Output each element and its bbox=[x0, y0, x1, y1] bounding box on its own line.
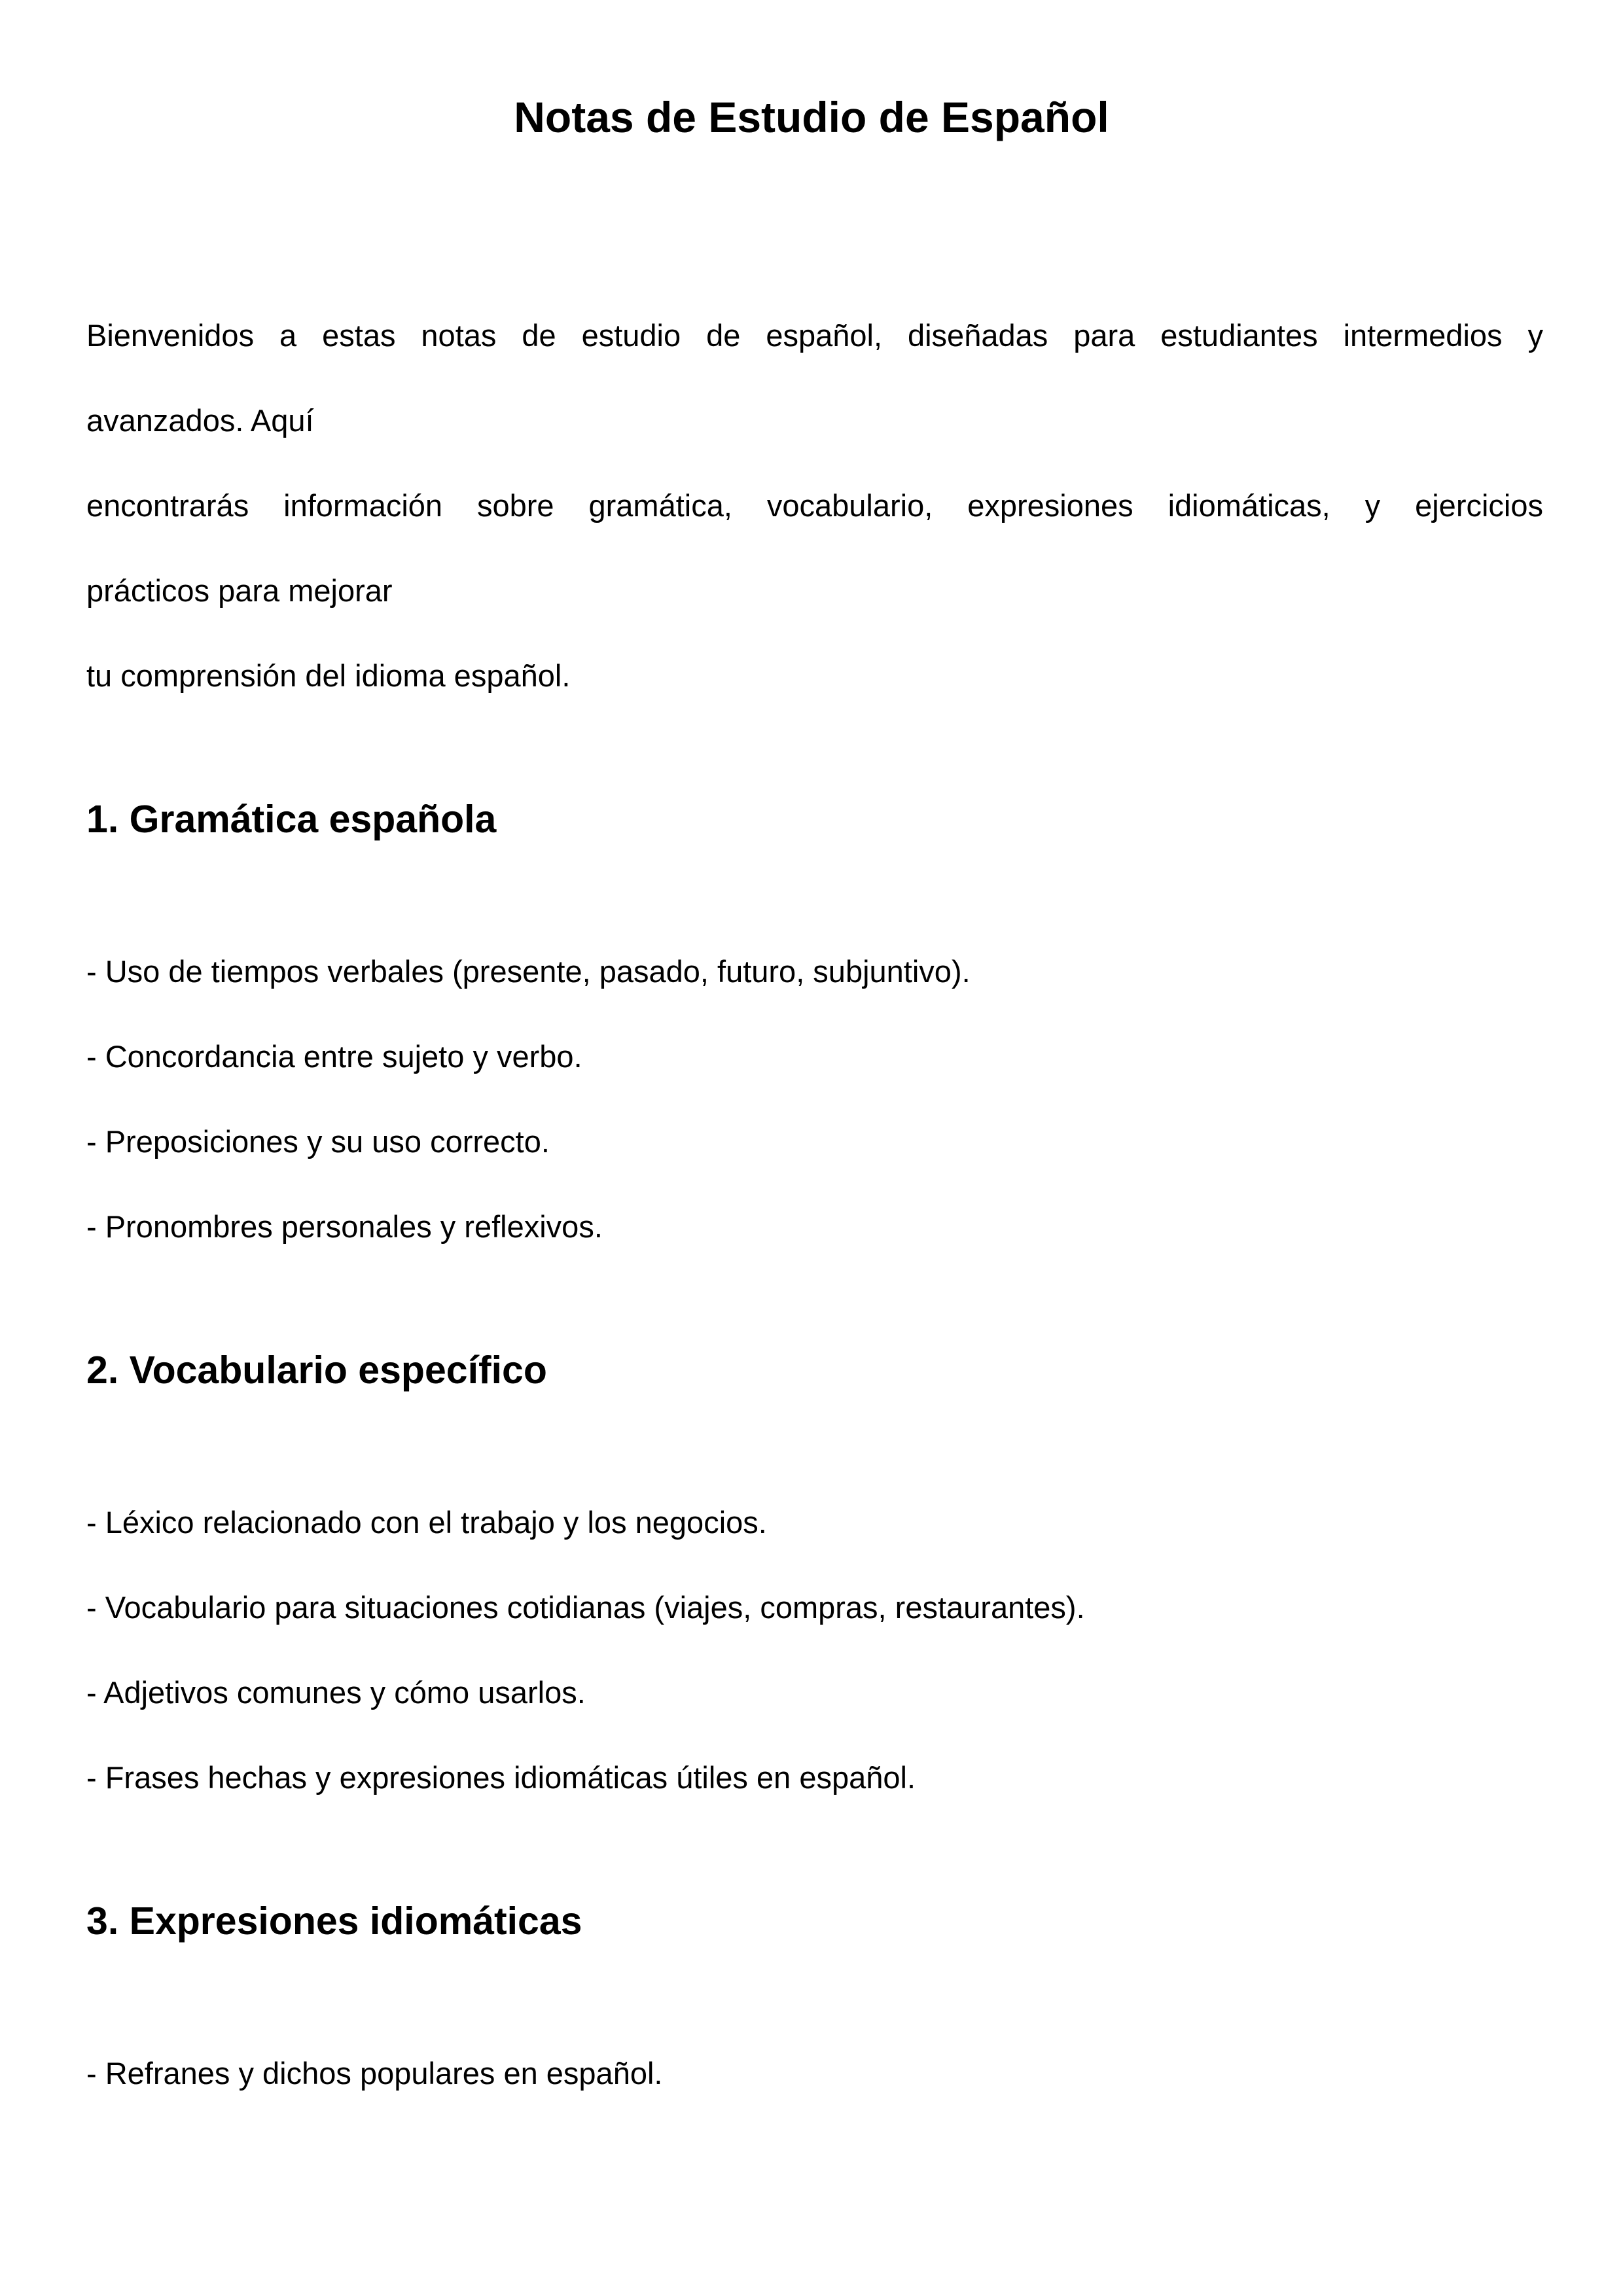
section bbox=[0, 796, 1623, 1269]
bullet-item: - Concordancia entre sujeto y verbo. bbox=[86, 1039, 582, 1074]
bullet-item: - Uso de tiempos verbales (presente, pasado, futuro, subjuntivo). bbox=[86, 954, 971, 989]
intro-line: Bienvenidos a estas notas de estudio de español, diseñadas para estudiantes intermedios y bbox=[86, 318, 1543, 353]
bullet-list bbox=[86, 2031, 1543, 2116]
section-heading: 1. Gramática española bbox=[86, 798, 497, 841]
bullet-list bbox=[86, 1480, 1543, 1820]
section bbox=[0, 1898, 1623, 2116]
section bbox=[0, 1347, 1623, 1820]
intro-line: tu comprensión del idioma español. bbox=[86, 658, 571, 693]
bullet-item: - Frases hechas y expresiones idiomáticas útiles en español. bbox=[86, 1760, 916, 1795]
sections-container bbox=[0, 796, 1623, 2116]
bullet-item: - Léxico relacionado con el trabajo y los negocios. bbox=[86, 1505, 767, 1540]
bullet-item: - Pronombres personales y reflexivos. bbox=[86, 1209, 603, 1244]
bullet-item: - Vocabulario para situaciones cotidianas (viajes, compras, restaurantes). bbox=[86, 1590, 1085, 1625]
bullet-list bbox=[86, 929, 1543, 1269]
bullet-item: - Adjetivos comunes y cómo usarlos. bbox=[86, 1675, 586, 1710]
section-heading: 2. Vocabulario específico bbox=[86, 1349, 547, 1392]
document-title: Notas de Estudio de Español bbox=[514, 93, 1109, 141]
intro-line: avanzados. Aquí bbox=[86, 403, 314, 438]
bullet-item: - Refranes y dichos populares en español. bbox=[86, 2056, 663, 2091]
intro-line: encontrarás información sobre gramática, vocabulario, expresiones idiomáticas, y ejercicios bbox=[86, 488, 1543, 523]
intro-line: prácticos para mejorar bbox=[86, 573, 393, 608]
section-heading: 3. Expresiones idiomáticas bbox=[86, 1899, 582, 1943]
bullet-item: - Preposiciones y su uso correcto. bbox=[86, 1124, 550, 1159]
intro-paragraph bbox=[86, 293, 1543, 718]
